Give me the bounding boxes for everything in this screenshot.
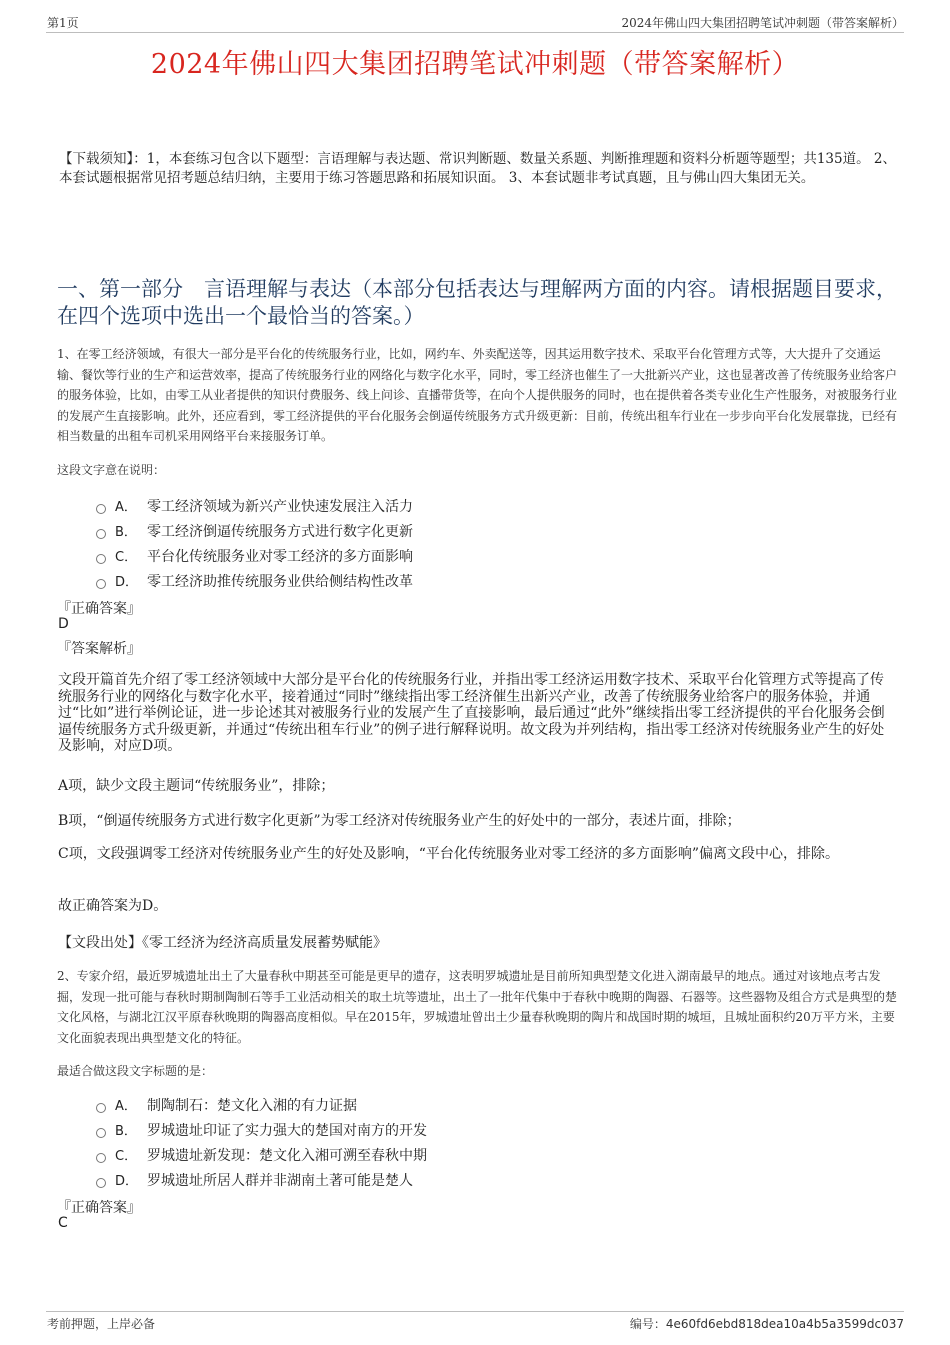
footer-slogan: 考前押题，上岸必备 bbox=[47, 1317, 156, 1331]
question-1-option-a[interactable]: A． 零工经济领域为新兴产业快速发展注入活力 bbox=[96, 493, 413, 518]
question-1-source: 【文段出处】《零工经济为经济高质量发展蓄势赋能》 bbox=[58, 935, 387, 951]
question-2-answer: C bbox=[58, 1215, 68, 1231]
question-1-option-c[interactable]: C． 平台化传统服务业对零工经济的多方面影响 bbox=[96, 543, 413, 568]
question-1-analysis: 文段开篇首先介绍了零工经济领域中大部分是平台化的传统服务行业，并指出零工经济运用数字技术、采取平台化管理方式等提高了传统服务行业的网络化与数字化水平，接着通过“同时”继续指出零工经济催生出新兴产业，改善了传统服务业给客户的服务体验，并通过“比如”进行举例论证，进一步论述其对被服务行业的发展产生了直接影响，最后通过“此外”继续指出零工经济提供的平台化服务会倒逼传统服务方式升级更新，并通过“传统出租车行业”的例子进行解释说明。故文段为并列结构，指出零工经济对传统服务业产生的好处及影响，对应D项。 bbox=[58, 672, 885, 754]
footer-divider bbox=[46, 1311, 904, 1312]
question-1-option-b[interactable]: B． 零工经济倒逼传统服务方式进行数字化更新 bbox=[96, 518, 413, 543]
question-1-option-d[interactable]: D． 零工经济助推传统服务业供给侧结构性改革 bbox=[96, 568, 413, 593]
question-2-options bbox=[96, 1092, 427, 1192]
question-2-option-c[interactable]: C． 罗城遗址新发现：楚文化入湘可溯至春秋中期 bbox=[96, 1142, 427, 1167]
option-text: 罗城遗址新发现：楚文化入湘可溯至春秋中期 bbox=[147, 1147, 427, 1164]
option-text: 罗城遗址所居人群并非湖南土著可能是楚人 bbox=[147, 1172, 413, 1189]
question-2-option-b[interactable]: B． 罗城遗址印证了实力强大的楚国对南方的开发 bbox=[96, 1117, 427, 1142]
footer-code-value: 4e60fd6ebd818dea10a4b5a3599dc037 bbox=[665, 1317, 904, 1331]
radio-icon[interactable] bbox=[96, 1128, 106, 1138]
question-1-prompt: 这段文字意在说明： bbox=[57, 463, 166, 477]
question-1-answer-label: 『正确答案』 bbox=[57, 601, 141, 617]
radio-icon[interactable] bbox=[96, 554, 106, 564]
footer-code bbox=[630, 1315, 904, 1332]
radio-icon[interactable] bbox=[96, 1103, 106, 1113]
option-text: 制陶制石：楚文化入湘的有力证据 bbox=[147, 1097, 357, 1114]
question-2-prompt: 最适合做这段文字标题的是： bbox=[57, 1064, 214, 1078]
header-divider bbox=[46, 32, 904, 33]
question-1-conclusion: 故正确答案为D。 bbox=[58, 898, 168, 914]
option-text: 平台化传统服务业对零工经济的多方面影响 bbox=[147, 548, 413, 565]
section-heading: 一、第一部分 言语理解与表达（本部分包括表达与理解两方面的内容。请根据题目要求，在四个选项中选出一个最恰当的答案。） bbox=[57, 277, 897, 328]
radio-icon[interactable] bbox=[96, 579, 106, 589]
question-2-answer-label: 『正确答案』 bbox=[57, 1200, 141, 1216]
option-text: 罗城遗址印证了实力强大的楚国对南方的开发 bbox=[147, 1122, 427, 1139]
radio-icon[interactable] bbox=[96, 1153, 106, 1163]
question-1-analysis-c: C项，文段强调零工经济对传统服务业产生的好处及影响，“平台化传统服务业对零工经济的多方面影响”偏离文段中心，排除。 bbox=[58, 846, 840, 862]
question-1-analysis-a: A项，缺少文段主题词“传统服务业”，排除； bbox=[58, 778, 335, 794]
question-1-options bbox=[96, 493, 413, 593]
radio-icon[interactable] bbox=[96, 504, 106, 514]
question-1-analysis-b: B项，“倒逼传统服务方式进行数字化更新”为零工经济对传统服务业产生的好处中的一部分，表述片面，排除； bbox=[58, 813, 741, 829]
radio-icon[interactable] bbox=[96, 529, 106, 539]
page-number: 第1页 bbox=[47, 16, 79, 30]
question-2-text: 2、专家介绍，最近罗城遗址出土了大量春秋中期甚至可能是更早的遗存，这表明罗城遗址是目前所知典型楚文化进入湖南最早的地点。通过对该地点考古发掘，发现一批可能与春秋时期制陶制石等手工业活动相关的取土坑等遗址，出土了一批年代集中于春秋中晚期的陶器、石器等。这些器物及组合方式是典型的楚文化风格，与湖北江汉平原春秋晚期的陶器高度相似。早在2015年，罗城遗址曾出土少量春秋晚期的陶片和战国时期的城垣，且城址面积约20万平方米，主要文化面貌表现出典型楚文化的特征。 bbox=[57, 969, 898, 1045]
question-1-text: 1、在零工经济领域，有很大一部分是平台化的传统服务行业，比如，网约车、外卖配送等，因其运用数字技术、采取平台化管理方式等，大大提升了交通运输、餐饮等行业的生产和运营效率，提高了传统服务行业的网络化与数字化水平，同时，零工经济也催生了一大批新兴产业，这也显著改善了传统服务业给客户的服务体验，比如，由零工从业者提供的知识付费服务、线上问诊、直播带货等，在向个人提供服务的同时，也在提供着各类专业化生产性服务，对被服务行业的发展产生直接影响。此外，还应看到，零工经济提供的平台化服务会倒逼传统服务方式升级更新：目前，传统出租车行业在一步步向平台化发展靠拢，已经有相当数量的出租车司机采用网络平台来接服务订单。 bbox=[57, 347, 898, 443]
download-notice: 【下载须知】：1，本套练习包含以下题型：言语理解与表达题、常识判断题、数量关系题、判断推理题和资料分析题等题型；共135道。 2、本套试题根据常见招考题总结归纳，主要用于练习答题思路和拓展知识面。 3、本套试题非考试真题，且与佛山四大集团无关。 bbox=[59, 151, 896, 186]
radio-icon[interactable] bbox=[96, 1178, 106, 1188]
page-title: 2024年佛山四大集团招聘笔试冲刺题（带答案解析） bbox=[150, 49, 800, 80]
option-text: 零工经济助推传统服务业供给侧结构性改革 bbox=[147, 573, 413, 590]
footer-code-label: 编号： bbox=[629, 1317, 666, 1331]
question-1-analysis-label: 『答案解析』 bbox=[57, 641, 141, 657]
option-text: 零工经济倒逼传统服务方式进行数字化更新 bbox=[147, 523, 413, 540]
header-doc-title: 2024年佛山四大集团招聘笔试冲刺题（带答案解析） bbox=[621, 16, 904, 30]
option-text: 零工经济领域为新兴产业快速发展注入活力 bbox=[147, 498, 413, 515]
question-1-answer: D bbox=[58, 616, 69, 632]
question-2-option-a[interactable]: A． 制陶制石：楚文化入湘的有力证据 bbox=[96, 1092, 427, 1117]
question-2-option-d[interactable]: D． 罗城遗址所居人群并非湖南土著可能是楚人 bbox=[96, 1167, 427, 1192]
